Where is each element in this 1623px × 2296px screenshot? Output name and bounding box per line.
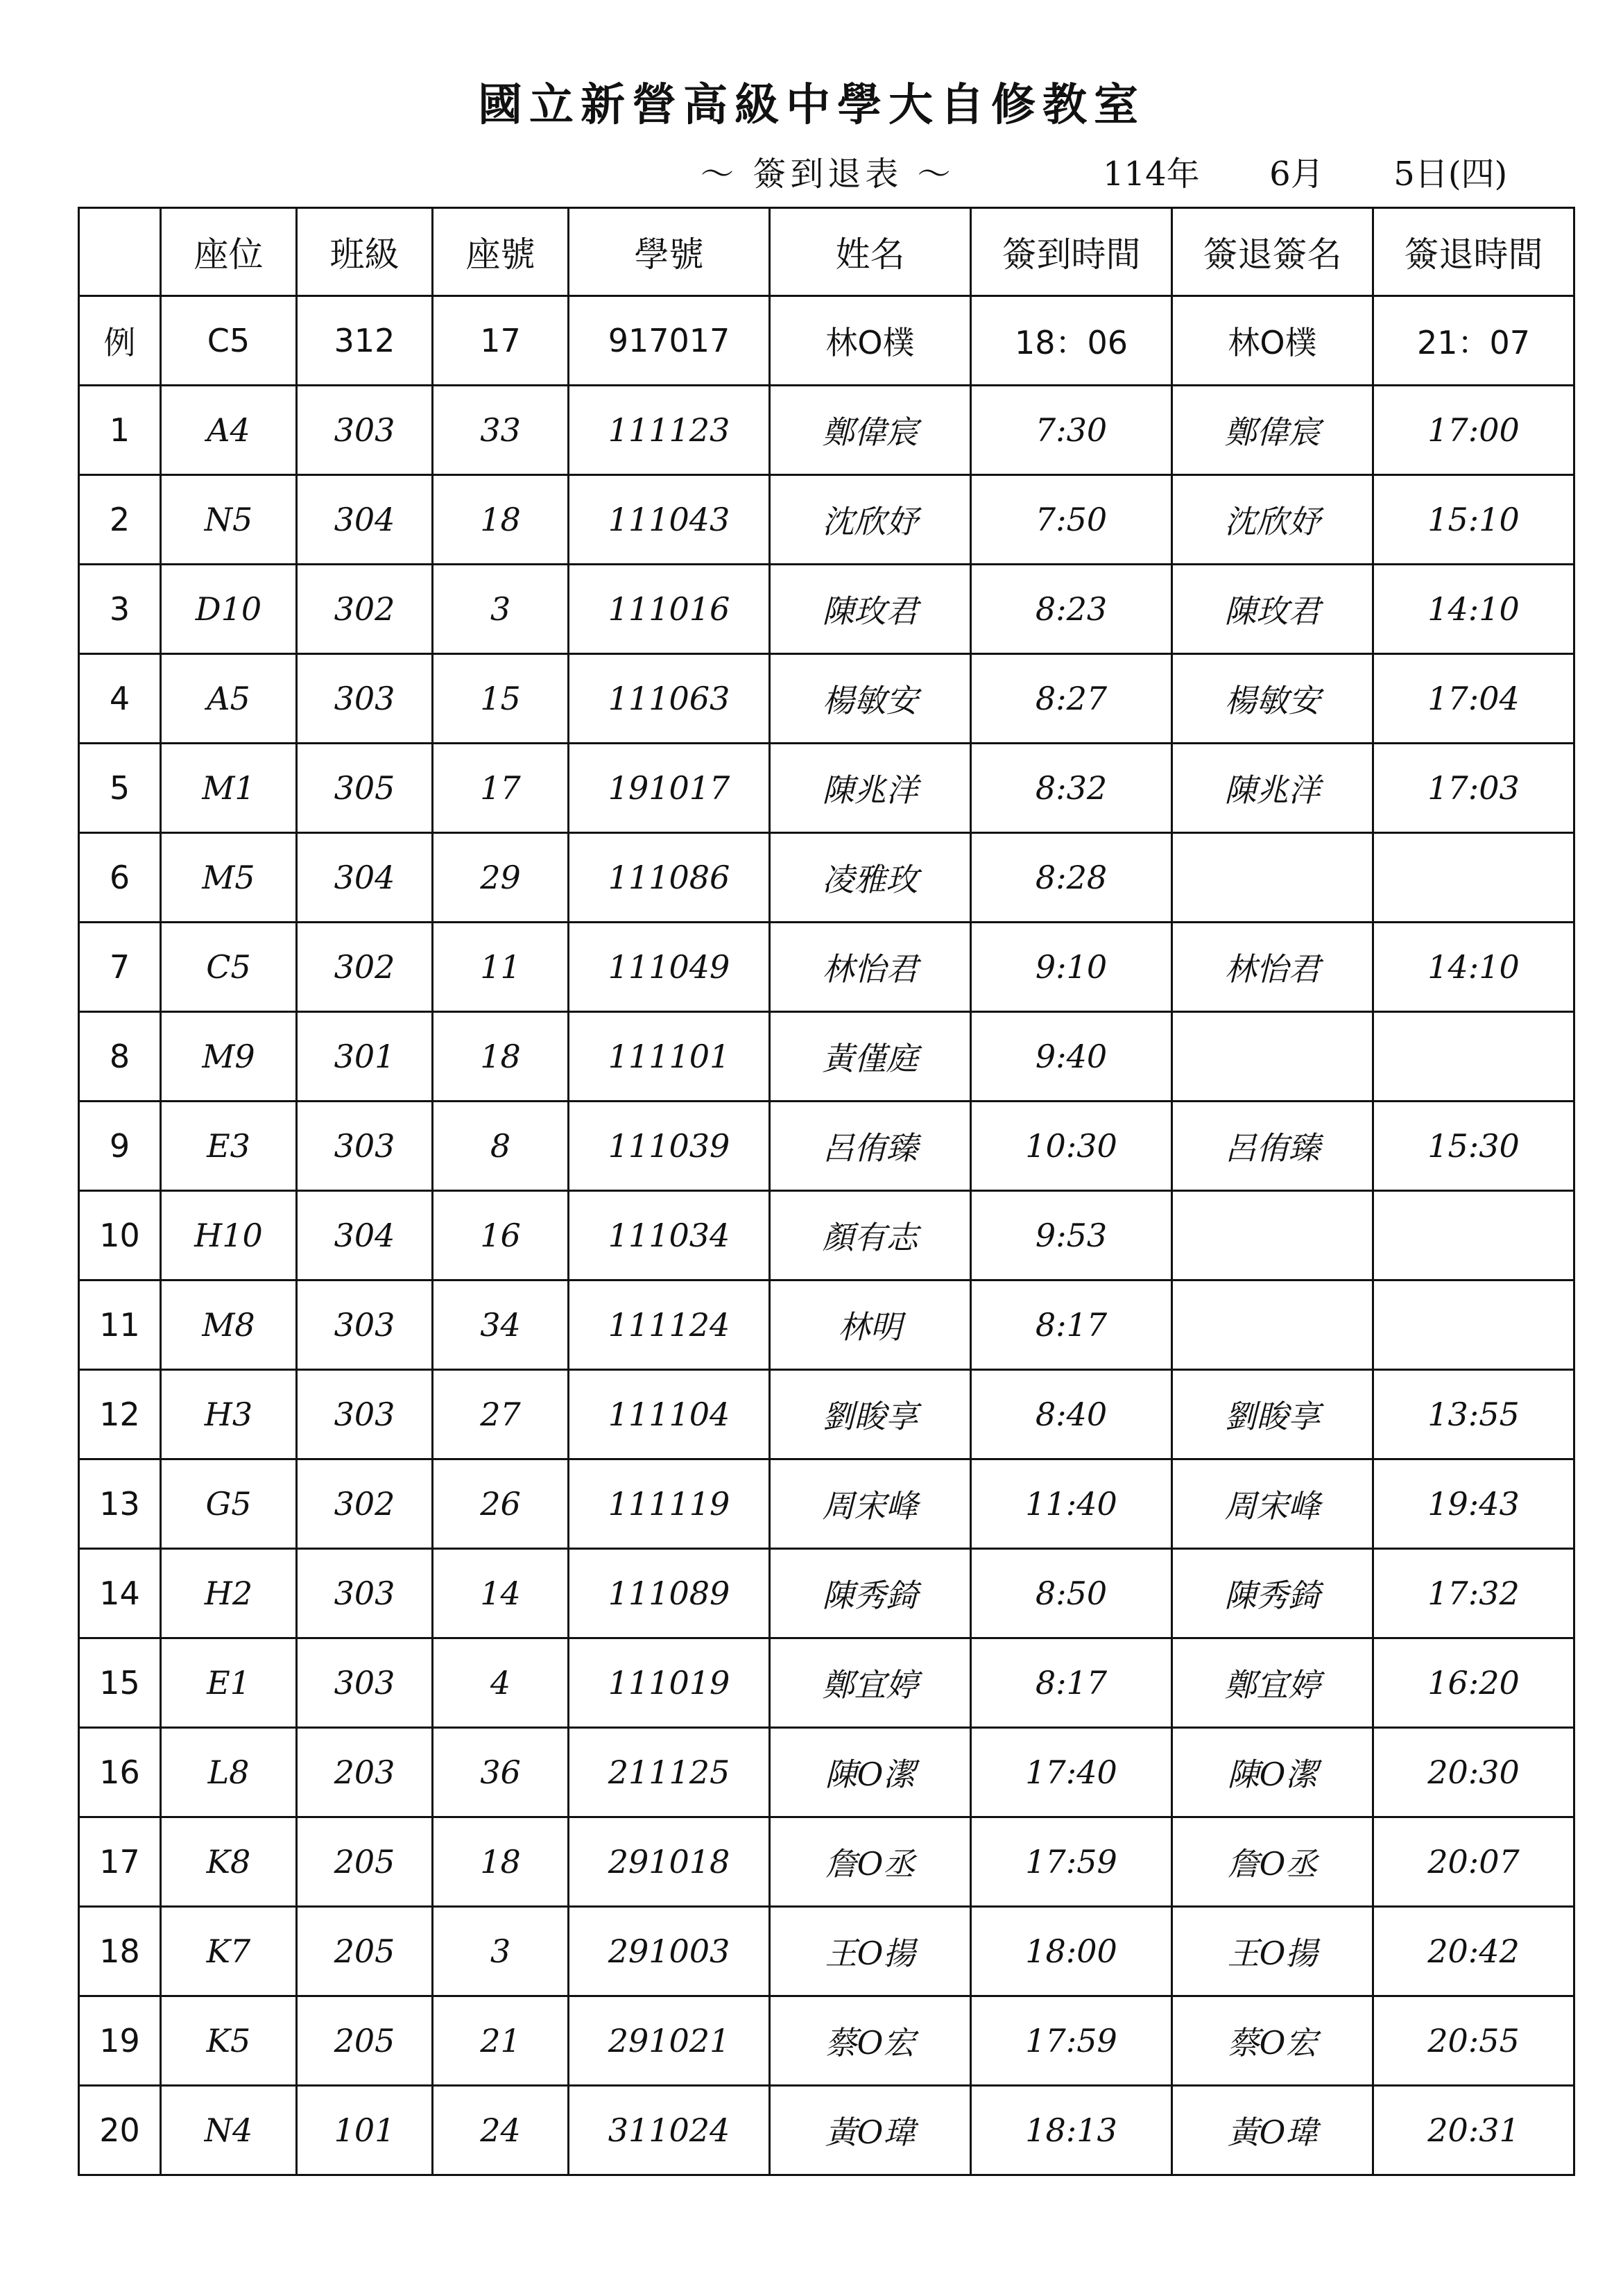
class-cell: 101 xyxy=(297,2086,433,2175)
seat-cell: N5 xyxy=(161,475,297,565)
row-index: 20 xyxy=(79,2086,161,2175)
name-cell: 陳兆洋 xyxy=(770,744,971,833)
student-id-cell: 111049 xyxy=(569,923,770,1012)
class-cell: 304 xyxy=(297,1191,433,1280)
sign-out-time-cell: 20:42 xyxy=(1373,1907,1574,1996)
student-id-cell: 111086 xyxy=(569,833,770,923)
row-index: 14 xyxy=(79,1549,161,1638)
seat-cell: H3 xyxy=(161,1370,297,1459)
seat-number-cell: 17 xyxy=(433,296,569,386)
sign-in-time-cell: 8:32 xyxy=(971,744,1172,833)
student-id-cell: 211125 xyxy=(569,1728,770,1817)
row-index: 16 xyxy=(79,1728,161,1817)
table-row xyxy=(79,2086,1574,2175)
name-cell: 陳O潔 xyxy=(770,1728,971,1817)
col-header-student-id: 學號 xyxy=(569,208,770,296)
seat-number-cell: 14 xyxy=(433,1549,569,1638)
sign-out-signature-cell: 沈欣妤 xyxy=(1172,475,1373,565)
seat-number-cell: 33 xyxy=(433,386,569,475)
seat-cell: D10 xyxy=(161,565,297,654)
sign-out-signature-cell: 林怡君 xyxy=(1172,923,1373,1012)
class-cell: 303 xyxy=(297,1638,433,1728)
sign-out-signature-cell: 蔡O宏 xyxy=(1172,1996,1373,2086)
class-cell: 303 xyxy=(297,1102,433,1191)
col-header-name: 姓名 xyxy=(770,208,971,296)
table-row xyxy=(79,1728,1574,1817)
sign-out-signature-cell xyxy=(1172,1012,1373,1102)
sign-out-time-cell: 21：07 xyxy=(1373,296,1574,386)
row-index: 5 xyxy=(79,744,161,833)
student-id-cell: 111016 xyxy=(569,565,770,654)
date-day-unit: 日 xyxy=(1414,155,1448,194)
row-index: 19 xyxy=(79,1996,161,2086)
name-cell: 林O樸 xyxy=(770,296,971,386)
row-index: 9 xyxy=(79,1102,161,1191)
student-id-cell: 111063 xyxy=(569,654,770,744)
class-cell: 303 xyxy=(297,1370,433,1459)
name-cell: 王O揚 xyxy=(770,1907,971,1996)
sign-out-signature-cell: 陳秀錡 xyxy=(1172,1549,1373,1638)
sign-in-time-cell: 11:40 xyxy=(971,1459,1172,1549)
seat-cell: M9 xyxy=(161,1012,297,1102)
row-index: 3 xyxy=(79,565,161,654)
name-cell: 陳秀錡 xyxy=(770,1549,971,1638)
sign-out-signature-cell: 詹O丞 xyxy=(1172,1817,1373,1907)
sign-out-time-cell xyxy=(1373,833,1574,923)
sign-out-signature-cell xyxy=(1172,1191,1373,1280)
sign-in-time-cell: 9:53 xyxy=(971,1191,1172,1280)
sign-out-signature-cell: 劉睃享 xyxy=(1172,1370,1373,1459)
sign-out-time-cell: 14:10 xyxy=(1373,565,1574,654)
sign-out-signature-cell: 鄭偉宸 xyxy=(1172,386,1373,475)
table-row xyxy=(79,923,1574,1012)
name-cell: 呂侑臻 xyxy=(770,1102,971,1191)
student-id-cell: 191017 xyxy=(569,744,770,833)
date-month: 6 xyxy=(1269,155,1291,194)
sign-out-signature-cell: 陳O潔 xyxy=(1172,1728,1373,1817)
seat-cell: C5 xyxy=(161,296,297,386)
sign-in-time-cell: 8:40 xyxy=(971,1370,1172,1459)
student-id-cell: 111119 xyxy=(569,1459,770,1549)
row-index: 11 xyxy=(79,1280,161,1370)
seat-cell: H10 xyxy=(161,1191,297,1280)
sign-in-time-cell: 17:40 xyxy=(971,1728,1172,1817)
name-cell: 林怡君 xyxy=(770,923,971,1012)
table-row xyxy=(79,1907,1574,1996)
table-row xyxy=(79,1459,1574,1549)
class-cell: 302 xyxy=(297,1459,433,1549)
student-id-cell: 111123 xyxy=(569,386,770,475)
seat-cell: K8 xyxy=(161,1817,297,1907)
col-header-sign-out-time: 簽退時間 xyxy=(1373,208,1574,296)
date-year: 114 xyxy=(1103,155,1167,194)
class-cell: 303 xyxy=(297,1549,433,1638)
table-row xyxy=(79,744,1574,833)
student-id-cell: 111039 xyxy=(569,1102,770,1191)
class-cell: 203 xyxy=(297,1728,433,1817)
sign-out-signature-cell: 周宋峰 xyxy=(1172,1459,1373,1549)
sign-out-signature-cell: 楊敏安 xyxy=(1172,654,1373,744)
name-cell: 劉睃享 xyxy=(770,1370,971,1459)
seat-number-cell: 36 xyxy=(433,1728,569,1817)
student-id-cell: 111019 xyxy=(569,1638,770,1728)
sign-out-signature-cell: 鄭宜婷 xyxy=(1172,1638,1373,1728)
sign-out-time-cell: 19:43 xyxy=(1373,1459,1574,1549)
class-cell: 303 xyxy=(297,386,433,475)
seat-number-cell: 16 xyxy=(433,1191,569,1280)
col-header-index xyxy=(79,208,161,296)
sign-out-time-cell: 20:55 xyxy=(1373,1996,1574,2086)
table-row xyxy=(79,565,1574,654)
name-cell: 顏有志 xyxy=(770,1191,971,1280)
student-id-cell: 291021 xyxy=(569,1996,770,2086)
student-id-cell: 291003 xyxy=(569,1907,770,1996)
name-cell: 周宋峰 xyxy=(770,1459,971,1549)
sign-out-time-cell: 17:03 xyxy=(1373,744,1574,833)
seat-cell: H2 xyxy=(161,1549,297,1638)
sign-in-time-cell: 18:00 xyxy=(971,1907,1172,1996)
seat-cell: N4 xyxy=(161,2086,297,2175)
sign-in-time-cell: 18:13 xyxy=(971,2086,1172,2175)
seat-number-cell: 3 xyxy=(433,1907,569,1996)
sign-out-signature-cell: 林O樸 xyxy=(1172,296,1373,386)
student-id-cell: 111043 xyxy=(569,475,770,565)
name-cell: 黃僅庭 xyxy=(770,1012,971,1102)
sign-out-time-cell: 15:30 xyxy=(1373,1102,1574,1191)
seat-number-cell: 18 xyxy=(433,1817,569,1907)
sign-out-time-cell: 20:07 xyxy=(1373,1817,1574,1907)
seat-number-cell: 3 xyxy=(433,565,569,654)
table-row xyxy=(79,1996,1574,2086)
student-id-cell: 291018 xyxy=(569,1817,770,1907)
table-row xyxy=(79,1191,1574,1280)
seat-cell: E3 xyxy=(161,1102,297,1191)
seat-number-cell: 18 xyxy=(433,1012,569,1102)
sheet-title: 國立新營高級中學大自修教室 xyxy=(478,79,1145,131)
student-id-cell: 917017 xyxy=(569,296,770,386)
table-row xyxy=(79,1280,1574,1370)
table-row xyxy=(79,1370,1574,1459)
seat-number-cell: 11 xyxy=(433,923,569,1012)
seat-cell: M5 xyxy=(161,833,297,923)
table-row xyxy=(79,1638,1574,1728)
name-cell: 陳玫君 xyxy=(770,565,971,654)
sign-in-time-cell: 17:59 xyxy=(971,1996,1172,2086)
sign-in-time-cell: 8:23 xyxy=(971,565,1172,654)
sign-in-time-cell: 17:59 xyxy=(971,1817,1172,1907)
row-index: 1 xyxy=(79,386,161,475)
seat-cell: K7 xyxy=(161,1907,297,1996)
seat-number-cell: 21 xyxy=(433,1996,569,2086)
row-index: 18 xyxy=(79,1907,161,1996)
sign-in-time-cell: 8:27 xyxy=(971,654,1172,744)
name-cell: 詹O丞 xyxy=(770,1817,971,1907)
seat-cell: C5 xyxy=(161,923,297,1012)
class-cell: 304 xyxy=(297,833,433,923)
date-weekday: (四) xyxy=(1448,155,1508,194)
sign-out-time-cell: 17:00 xyxy=(1373,386,1574,475)
row-index: 例 xyxy=(79,296,161,386)
seat-cell: E1 xyxy=(161,1638,297,1728)
seat-number-cell: 27 xyxy=(433,1370,569,1459)
name-cell: 鄭宜婷 xyxy=(770,1638,971,1728)
sign-out-time-cell: 17:04 xyxy=(1373,654,1574,744)
table-header-row xyxy=(79,208,1574,296)
table-row xyxy=(79,1012,1574,1102)
example-row xyxy=(79,296,1574,386)
sign-out-time-cell: 17:32 xyxy=(1373,1549,1574,1638)
row-index: 13 xyxy=(79,1459,161,1549)
seat-cell: G5 xyxy=(161,1459,297,1549)
seat-number-cell: 8 xyxy=(433,1102,569,1191)
sheet-date xyxy=(1103,147,1507,195)
row-index: 2 xyxy=(79,475,161,565)
name-cell: 鄭偉宸 xyxy=(770,386,971,475)
sign-in-time-cell: 8:17 xyxy=(971,1638,1172,1728)
row-index: 8 xyxy=(79,1012,161,1102)
student-id-cell: 111089 xyxy=(569,1549,770,1638)
sign-out-signature-cell: 黃O瑋 xyxy=(1172,2086,1373,2175)
name-cell: 楊敏安 xyxy=(770,654,971,744)
table-row xyxy=(79,475,1574,565)
col-header-sign-out-signature: 簽退簽名 xyxy=(1172,208,1373,296)
sign-out-signature-cell: 王O揚 xyxy=(1172,1907,1373,1996)
seat-number-cell: 15 xyxy=(433,654,569,744)
student-id-cell: 311024 xyxy=(569,2086,770,2175)
seat-number-cell: 34 xyxy=(433,1280,569,1370)
table-row xyxy=(79,833,1574,923)
seat-cell: M1 xyxy=(161,744,297,833)
date-year-unit: 年 xyxy=(1166,155,1200,194)
class-cell: 312 xyxy=(297,296,433,386)
seat-cell: M8 xyxy=(161,1280,297,1370)
sign-out-time-cell: 14:10 xyxy=(1373,923,1574,1012)
col-header-class: 班級 xyxy=(297,208,433,296)
col-header-seat: 座位 xyxy=(161,208,297,296)
table-row xyxy=(79,1549,1574,1638)
seat-number-cell: 29 xyxy=(433,833,569,923)
table-row xyxy=(79,654,1574,744)
row-index: 17 xyxy=(79,1817,161,1907)
sign-in-time-cell: 7:30 xyxy=(971,386,1172,475)
sign-in-time-cell: 7:50 xyxy=(971,475,1172,565)
name-cell: 凌雅玫 xyxy=(770,833,971,923)
sign-in-time-cell: 8:28 xyxy=(971,833,1172,923)
class-cell: 302 xyxy=(297,923,433,1012)
sign-out-time-cell: 20:30 xyxy=(1373,1728,1574,1817)
sign-out-time-cell xyxy=(1373,1191,1574,1280)
class-cell: 303 xyxy=(297,1280,433,1370)
sign-out-time-cell xyxy=(1373,1280,1574,1370)
seat-cell: A4 xyxy=(161,386,297,475)
name-cell: 林明 xyxy=(770,1280,971,1370)
class-cell: 305 xyxy=(297,744,433,833)
class-cell: 205 xyxy=(297,1907,433,1996)
seat-cell: L8 xyxy=(161,1728,297,1817)
sign-out-time-cell xyxy=(1373,1012,1574,1102)
sheet-subtitle: ～ 簽到退表 ～ xyxy=(701,155,955,194)
sign-out-signature-cell xyxy=(1172,833,1373,923)
sign-out-signature-cell: 呂侑臻 xyxy=(1172,1102,1373,1191)
class-cell: 301 xyxy=(297,1012,433,1102)
seat-cell: A5 xyxy=(161,654,297,744)
seat-number-cell: 18 xyxy=(433,475,569,565)
sign-out-signature-cell xyxy=(1172,1280,1373,1370)
table-row xyxy=(79,386,1574,475)
sign-out-time-cell: 16:20 xyxy=(1373,1638,1574,1728)
row-index: 12 xyxy=(79,1370,161,1459)
sign-in-time-cell: 8:17 xyxy=(971,1280,1172,1370)
class-cell: 205 xyxy=(297,1996,433,2086)
sign-out-time-cell: 20:31 xyxy=(1373,2086,1574,2175)
col-header-seat-number: 座號 xyxy=(433,208,569,296)
sign-in-table xyxy=(78,207,1575,2176)
seat-number-cell: 4 xyxy=(433,1638,569,1728)
student-id-cell: 111101 xyxy=(569,1012,770,1102)
sign-in-time-cell: 10:30 xyxy=(971,1102,1172,1191)
class-cell: 205 xyxy=(297,1817,433,1907)
student-id-cell: 111104 xyxy=(569,1370,770,1459)
date-day: 5 xyxy=(1393,155,1415,194)
sign-out-time-cell: 13:55 xyxy=(1373,1370,1574,1459)
sign-in-time-cell: 8:50 xyxy=(971,1549,1172,1638)
name-cell: 黃O瑋 xyxy=(770,2086,971,2175)
sign-in-time-cell: 18：06 xyxy=(971,296,1172,386)
row-index: 15 xyxy=(79,1638,161,1728)
row-index: 6 xyxy=(79,833,161,923)
col-header-sign-in-time: 簽到時間 xyxy=(971,208,1172,296)
sign-in-time-cell: 9:40 xyxy=(971,1012,1172,1102)
class-cell: 304 xyxy=(297,475,433,565)
table-row xyxy=(79,1817,1574,1907)
name-cell: 沈欣妤 xyxy=(770,475,971,565)
sign-out-signature-cell: 陳玫君 xyxy=(1172,565,1373,654)
seat-number-cell: 17 xyxy=(433,744,569,833)
seat-number-cell: 24 xyxy=(433,2086,569,2175)
student-id-cell: 111124 xyxy=(569,1280,770,1370)
sign-out-time-cell: 15:10 xyxy=(1373,475,1574,565)
date-month-unit: 月 xyxy=(1290,155,1324,194)
row-index: 4 xyxy=(79,654,161,744)
row-index: 10 xyxy=(79,1191,161,1280)
row-index: 7 xyxy=(79,923,161,1012)
sign-in-time-cell: 9:10 xyxy=(971,923,1172,1012)
table-row xyxy=(79,1102,1574,1191)
student-id-cell: 111034 xyxy=(569,1191,770,1280)
class-cell: 302 xyxy=(297,565,433,654)
class-cell: 303 xyxy=(297,654,433,744)
sign-out-signature-cell: 陳兆洋 xyxy=(1172,744,1373,833)
seat-number-cell: 26 xyxy=(433,1459,569,1549)
name-cell: 蔡O宏 xyxy=(770,1996,971,2086)
seat-cell: K5 xyxy=(161,1996,297,2086)
